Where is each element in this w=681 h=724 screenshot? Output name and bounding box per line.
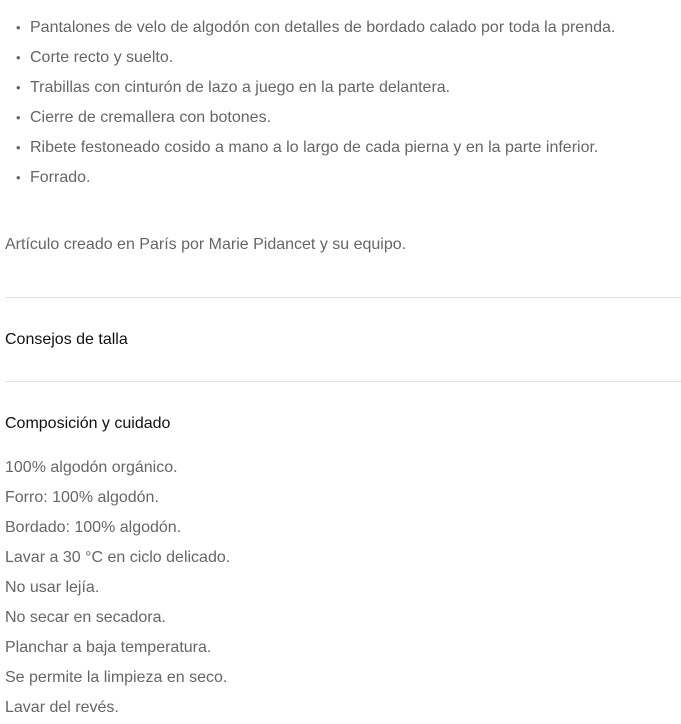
- bullet-icon: •: [16, 80, 21, 95]
- feature-item: [14, 13, 681, 43]
- care-item: No secar en secadora.: [5, 609, 166, 626]
- bullet-icon: •: [16, 20, 21, 35]
- care-item: Bordado: 100% algodón.: [5, 519, 182, 536]
- care-item: Lavar a 30 °C en ciclo delicado.: [5, 549, 231, 566]
- feature-item: [14, 43, 681, 73]
- bullet-icon: •: [16, 110, 21, 125]
- feature-text: Forrado.: [30, 169, 91, 186]
- product-credit: Artículo creado en París por Marie Pidancet y su equipo.: [5, 236, 407, 253]
- section-divider: [5, 381, 681, 382]
- feature-text: Trabillas con cinturón de lazo a juego en la parte delantera.: [30, 79, 451, 96]
- care-item: Forro: 100% algodón.: [5, 489, 159, 506]
- care-item: No usar lejía.: [5, 579, 100, 596]
- feature-item: [14, 163, 681, 193]
- feature-item: [14, 103, 681, 133]
- size-advice-toggle[interactable]: Consejos de talla: [5, 331, 128, 348]
- section-divider: [5, 297, 681, 298]
- care-item: Planchar a baja temperatura.: [5, 639, 212, 656]
- bullet-icon: •: [16, 50, 21, 65]
- product-features-list: [14, 13, 681, 193]
- care-item: Lavar del revés.: [5, 699, 119, 716]
- care-item: Se permite la limpieza en seco.: [5, 669, 228, 686]
- composition-care-toggle[interactable]: Composición y cuidado: [5, 415, 171, 432]
- bullet-icon: •: [16, 140, 21, 155]
- feature-text: Corte recto y suelto.: [30, 49, 174, 66]
- feature-item: [14, 133, 681, 163]
- composition-care-list: [5, 453, 230, 723]
- feature-text: Pantalones de velo de algodón con detalles de bordado calado por toda la prenda.: [30, 19, 616, 36]
- bullet-icon: •: [16, 170, 21, 185]
- feature-item: [14, 73, 681, 103]
- care-item: 100% algodón orgánico.: [5, 459, 178, 476]
- feature-text: Cierre de cremallera con botones.: [30, 109, 272, 126]
- feature-text: Ribete festoneado cosido a mano a lo largo de cada pierna y en la parte inferior.: [30, 139, 599, 156]
